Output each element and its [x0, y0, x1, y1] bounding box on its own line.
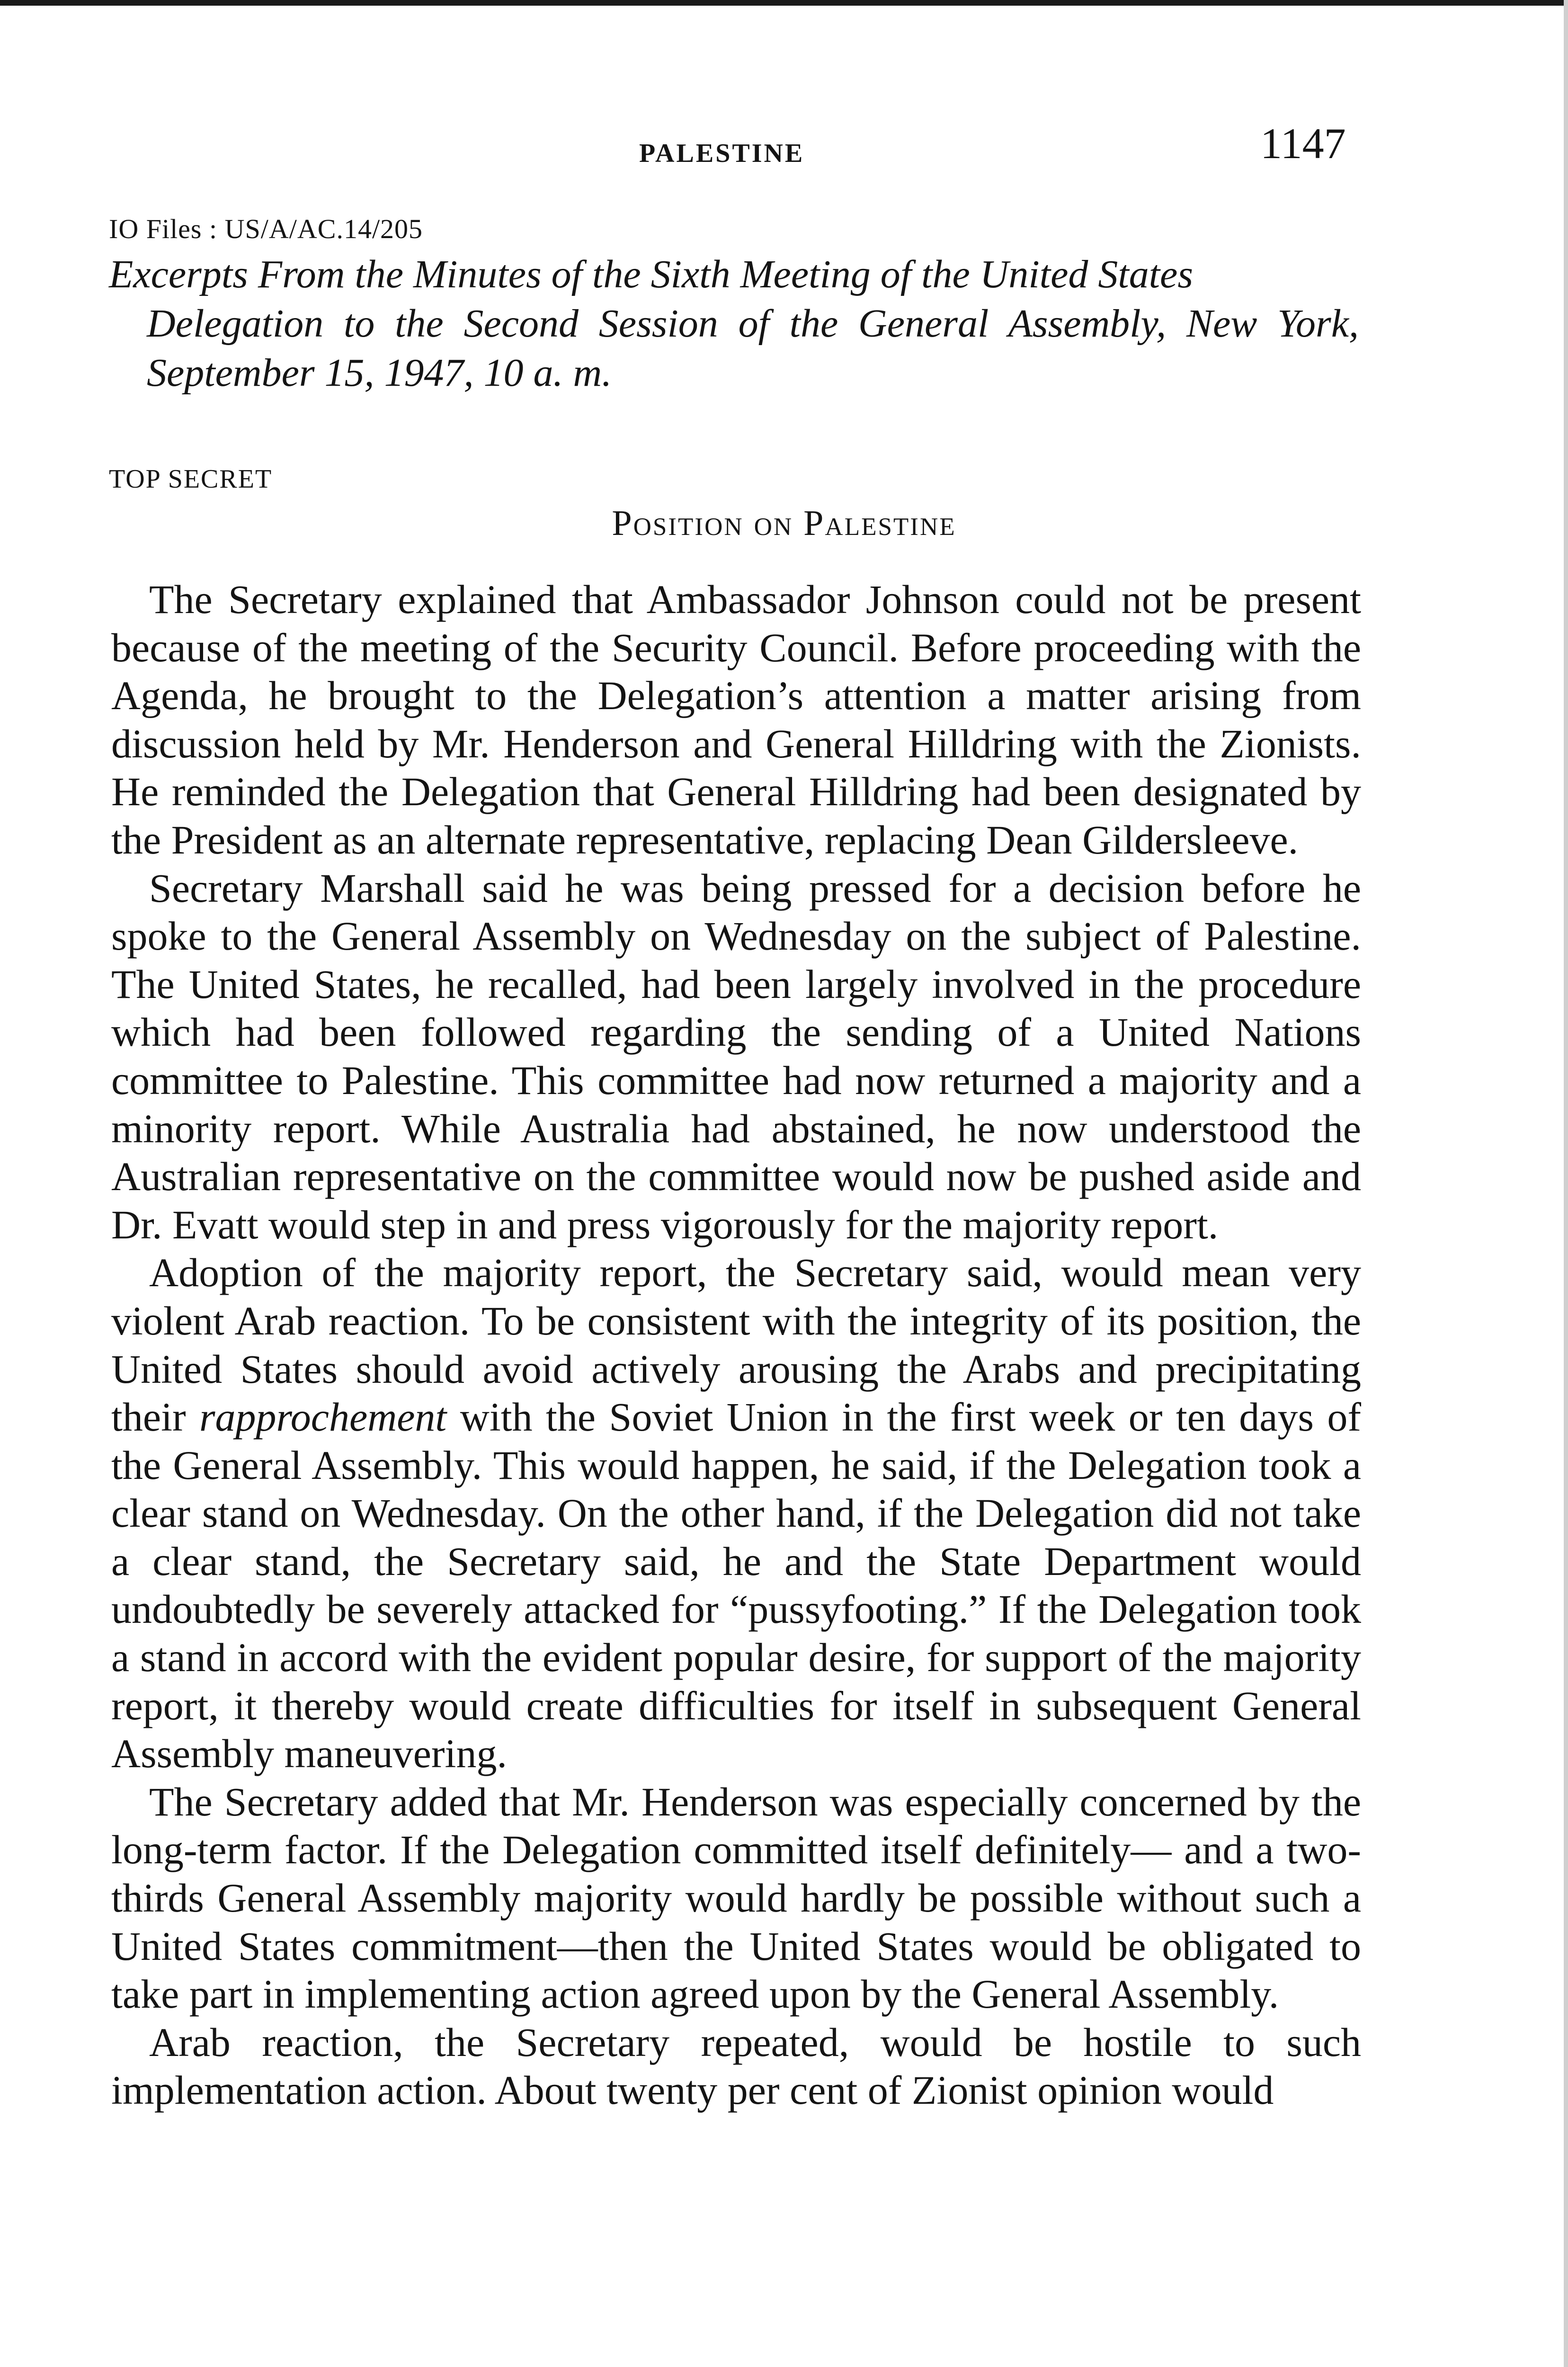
- document-title: [109, 250, 1359, 398]
- paragraph-3-text-b: with the Soviet Union in the first week or ten days of the General Assembly. This would happen, he said, if the Delegation took a clear stand on Wednesday. On the other hand, if the Delegation did not take a clear stand, the Secretary said, he and the State Department would undoubtedly be severely attacked for “pussyfooting.” If the Delegation took a stand in accord with the evident popular desire, for support of the majority report, it thereby would create difficulties for itself in subsequent General Assembly maneuvering.: [111, 1394, 1361, 1777]
- document-title-line-1: Excerpts From the Minutes of the Sixth Meeting of the United States: [109, 252, 1194, 296]
- right-edge-rule: [1564, 0, 1568, 2367]
- page-number: 1147: [1260, 119, 1346, 168]
- paragraph-5: Arab reaction, the Secretary repeated, would be hostile to such implementation action. About twenty per cent of Zionist opinion would: [111, 2019, 1361, 2113]
- paragraph-1: The Secretary explained that Ambassador Johnson could not be present because of the meeting of the Security Council. Before proceeding with the Agenda, he brought to the Delegation’s attention a matter arising from discussion held by Mr. Henderson and General Hilldring with the Zionists. He reminded the Delegation that General Hilldring had been designated by the President as an alternate representative, replacing Dean Gildersleeve.: [111, 577, 1361, 863]
- paragraph-3-italic-term: rapprochement: [199, 1394, 447, 1440]
- running-head: PALESTINE: [639, 139, 805, 168]
- paragraph-3-text-a: Adoption of the majority report, the Secretary said, would mean very violent Arab reaction. To be consistent with the integrity of its position, the United States should avoid actively arousing the Arabs and precipitating their: [111, 1250, 1361, 1440]
- file-reference: IO Files : US/A/AC.14/205: [109, 214, 423, 244]
- classification-marking: TOP SECRET: [109, 464, 273, 494]
- top-edge-rule: [0, 0, 1568, 6]
- section-heading: Position on Palestine: [612, 503, 956, 543]
- paragraph-3: [111, 1249, 1361, 1778]
- paragraph-2: Secretary Marshall said he was being pressed for a decision before he spoke to the General Assembly on Wednesday on the subject of Palestine. The United States, he recalled, had been largely involved in the procedure which had been followed regarding the sending of a United Nations committee to Palestine. This committee had now returned a majority and a minority report. While Australia had abstained, he now understood the Australian representative on the committee would now be pushed aside and Dr. Evatt would step in and press vigorously for the majority report.: [111, 865, 1361, 1247]
- document-title-continuation: Delegation to the Second Session of the General Assembly, New York, September 15, 1947, 10 a. m.: [147, 302, 1359, 395]
- body-text: [111, 576, 1361, 2115]
- paragraph-4: The Secretary added that Mr. Henderson was especially concerned by the long-term factor. If the Delegation committed itself definitely— and a two-thirds General Assembly majority would hardly be possible without such a United States commitment—then the United States would be obligated to take part in implementing action agreed upon by the General Assembly.: [111, 1779, 1361, 2017]
